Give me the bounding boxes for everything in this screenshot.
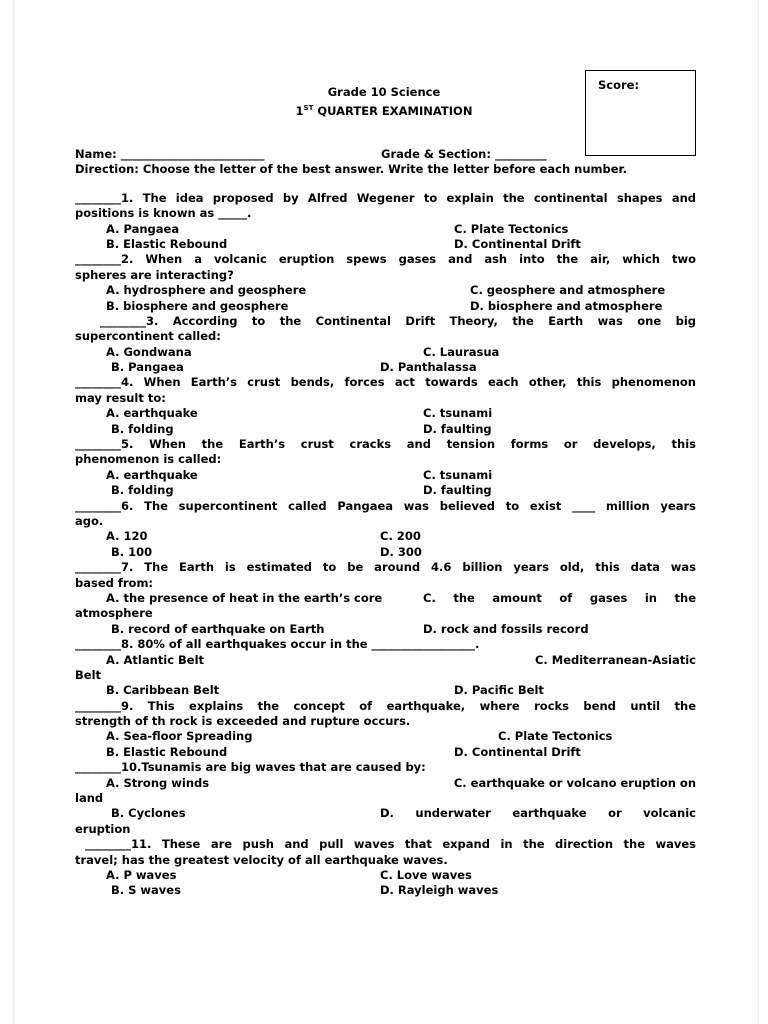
question-10-choices-row-1 [75,776,696,791]
choice-a: A. 120 [106,529,148,544]
choice-c: C. the amount of gases in the [423,590,696,605]
question-8-choices-row-2 [75,683,696,698]
choice-d: D. Rayleigh waves [380,883,499,898]
question-7-stem: ________7. The Earth is estimated to be around 4.6 billion years old, this data was [75,560,696,575]
direction-text: Direction: Choose the letter of the best answer. Write the letter before each number. [75,162,627,177]
choice-a: A. Gondwana [106,344,192,359]
choice-d: D. 300 [380,544,422,559]
question-6-choices-row-2 [75,545,696,560]
question-3-stem: ________3. According to the Continental Drift Theory, the Earth was one big [100,313,696,328]
choice-d: D. underwater earthquake or volcanic [380,806,696,821]
question-2-stem-cont: spheres are interacting? [75,267,234,282]
student-info-row [75,147,696,162]
question-10-stem: ________10.Tsunamis are big waves that are caused by: [75,760,426,775]
choice-d: D. Panthalassa [380,360,477,375]
exam-subject: Grade 10 Science [327,85,441,99]
choice-b: B. 100 [111,544,153,559]
choice-a: A. the presence of heat in the earth’s core [106,590,383,605]
choice-a: A. earthquake [106,467,198,482]
question-10-choices-row-2 [75,806,696,821]
choice-a: A. earthquake [106,406,198,421]
question-1-choices-row-2 [75,237,696,252]
choice-b: B. folding [111,483,174,498]
choice-d: D. Continental Drift [454,744,581,759]
choice-d: D. faulting [423,483,492,498]
choice-c: C. Plate Tectonics [454,221,569,236]
question-9-choices-row-2 [75,745,696,760]
choice-c: C. Love waves [380,867,472,882]
question-5-choices-row-1 [75,468,696,483]
question-2-choices-row-1 [75,283,696,298]
question-7-choices-row-2 [75,622,696,637]
choice-c: C. Mediterranean-Asiatic [534,652,696,667]
name-field-label: Name: _________________________ [75,147,265,161]
question-6-stem: ________6. The supercontinent called Pangaea was believed to exist ____ million years [75,498,696,513]
choice-c: C. Laurasua [423,344,500,359]
question-11-choices-row-1 [75,868,696,883]
choice-b: B. biosphere and geosphere [106,298,289,313]
exam-title [0,84,768,119]
choice-b: B. Elastic Rebound [106,236,228,251]
choice-d: D. biosphere and atmosphere [470,298,663,313]
question-10-choice-d-cont: eruption [75,821,131,836]
question-1-stem: ________1. The idea proposed by Alfred Wegener to explain the continental shapes and [75,190,696,205]
choice-a: A. hydrosphere and geosphere [106,283,307,298]
question-1-choices-row-1 [75,222,696,237]
question-5-stem: ________5. When the Earth’s crust cracks and tension forms or develops, this [75,437,696,452]
question-4-stem-cont: may result to: [75,390,166,405]
question-11-stem: ________11. These are push and pull waves that expand in the direction the waves [85,837,696,852]
choice-c: C. tsunami [423,406,493,421]
question-8-choices-row-1 [75,653,696,668]
choice-c: C. Plate Tectonics [498,729,613,744]
question-8-choice-c-cont: Belt [75,667,102,682]
question-3-choices-row-2 [75,360,696,375]
choice-a: A. Atlantic Belt [106,652,205,667]
choice-c: C. earthquake or volcano eruption on [453,775,696,790]
choice-b: B. S waves [111,883,181,898]
exam-quarter: 1ST QUARTER EXAMINATION [295,104,473,118]
question-8-stem: ________8. 80% of all earthquakes occur in the __________________. [75,637,480,652]
question-5-stem-cont: phenomenon is called: [75,452,222,467]
question-10-choice-c-cont: land [75,791,104,806]
question-3-choices-row-1 [75,345,696,360]
direction-row [75,162,696,177]
choice-c: C. geosphere and atmosphere [470,283,666,298]
question-4-choices-row-2 [75,422,696,437]
question-7-choices-row-1 [75,591,696,606]
question-7-stem-cont: based from: [75,575,154,590]
choice-b: B. Pangaea [111,360,184,375]
choice-d: D. Continental Drift [454,236,581,251]
question-3-stem-cont: supercontinent called: [75,329,221,344]
choice-d: D. Pacific Belt [454,683,544,698]
score-label: Score: [598,78,640,92]
question-6-choices-row-1 [75,529,696,544]
choice-d: D. rock and fossils record [423,621,589,636]
grade-section-field-label: Grade & Section: _________ [381,147,547,161]
choice-a: A. Strong winds [106,775,210,790]
question-7-choice-c-cont: atmosphere [75,606,153,621]
choice-a: A. Sea-floor Spreading [106,729,253,744]
question-2-stem: ________2. When a volcanic eruption spews gases and ash into the air, which two [75,252,696,267]
choice-b: B. record of earthquake on Earth [111,621,325,636]
choice-b: B. folding [111,421,174,436]
question-9-stem-cont: strength of th rock is exceeded and rupture occurs. [75,714,411,729]
question-11-choices-row-2 [75,883,696,898]
question-4-stem: ________4. When Earth’s crust bends, forces act towards each other, this phenomenon [75,375,696,390]
choice-b: B. Cyclones [111,806,186,821]
choice-b: B. Caribbean Belt [106,683,220,698]
question-9-stem: ________9. This explains the concept of earthquake, where rocks bend until the [75,698,696,713]
choice-b: B. Elastic Rebound [106,744,228,759]
question-6-stem-cont: ago. [75,513,104,528]
choice-c: C. tsunami [423,467,493,482]
choice-a: A. P waves [106,867,177,882]
choice-c: C. 200 [380,529,421,544]
question-11-stem-cont: travel; has the greatest velocity of all earthquake waves. [75,852,448,867]
exam-content [75,147,696,899]
question-5-choices-row-2 [75,483,696,498]
question-9-choices-row-1 [75,729,696,744]
choice-a: A. Pangaea [106,221,180,236]
choice-d: D. faulting [423,421,492,436]
question-4-choices-row-1 [75,406,696,421]
question-2-choices-row-2 [75,299,696,314]
question-1-stem-cont: positions is known as _____. [75,206,252,221]
